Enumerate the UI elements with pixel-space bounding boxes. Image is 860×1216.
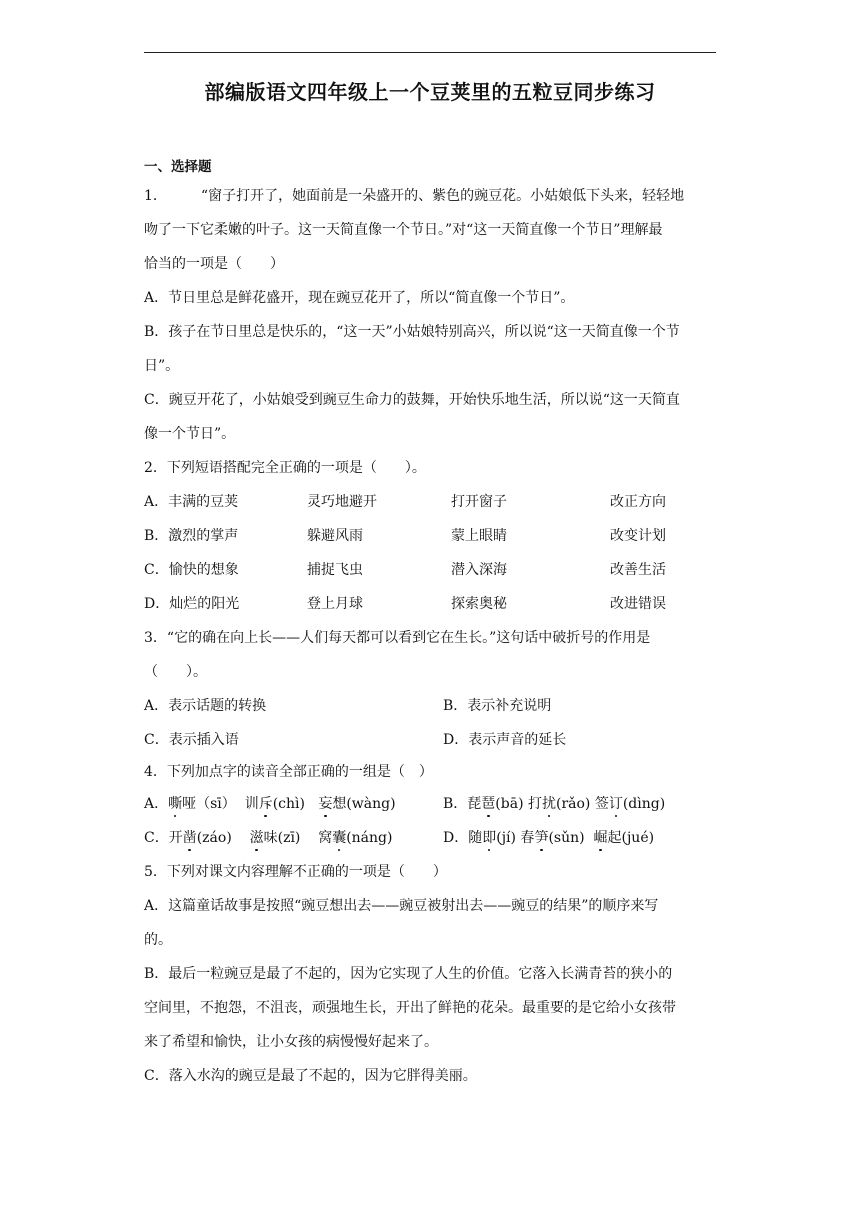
q4-option-c: C．开凿(záo) 滋味(zī) 窝囊(náng) <box>144 830 393 846</box>
q2-b-col2: 躲避风雨 <box>307 528 363 544</box>
q2-d-col4: 改进错误 <box>610 596 666 612</box>
dotted-char: 订 <box>608 796 623 812</box>
q2-a-col4: 改正方向 <box>610 494 666 510</box>
q5-option-a-line2: 的。 <box>144 932 172 948</box>
q2-d-col1: D．灿烂的阳光 <box>144 596 240 612</box>
q2-d-col2: 登上月球 <box>307 596 363 612</box>
dotted-char: 凿 <box>182 830 197 846</box>
q3-option-a: A．表示话题的转换 <box>144 698 267 714</box>
dotted-char: 琶 <box>481 796 496 812</box>
q1-text1: “窗子打开了，她面前是一朵盛开的、紫色的豌豆花。小姑娘低下头来，轻轻地 <box>200 188 685 204</box>
q1-option-c-line1: C．豌豆开花了，小姑娘受到豌豆生命力的鼓舞，开始快乐地生活，所以说“这一天简直 <box>144 392 680 408</box>
q2-c-col3: 潜入深海 <box>451 562 507 578</box>
q2-d-col3: 探索奥秘 <box>451 596 507 612</box>
q1-option-a: A．节日里总是鲜花盛开，现在豌豆花开了，所以“简直像一个节日”。 <box>144 290 575 306</box>
page-title: 部编版语文四年级上一个豆荚里的五粒豆同步练习 <box>204 80 656 104</box>
q4-stem: 4．下列加点字的读音全部正确的一组是（ ） <box>144 764 433 780</box>
q3-stem-line1: 3．“它的确在向上长——人们每天都可以看到它在生长。”这句话中破折号的作用是 <box>144 630 651 646</box>
q1-line3: 恰当的一项是（ ） <box>144 256 284 272</box>
header-rule <box>144 52 716 53</box>
dotted-char: 妄 <box>318 796 333 812</box>
dotted-char: 即 <box>482 830 497 846</box>
q3-option-c: C．表示插入语 <box>144 732 239 748</box>
q2-a-col1: A．丰满的豆荚 <box>144 494 239 510</box>
dotted-char: 嘶 <box>168 796 183 812</box>
q5-option-b-line1: B．最后一粒豌豆是最了不起的，因为它实现了人生的价值。它落入长满青苔的狭小的 <box>144 966 673 982</box>
dotted-char: 滋 <box>249 830 264 846</box>
q2-b-col1: B．激烈的掌声 <box>144 528 239 544</box>
q3-option-b: B．表示补充说明 <box>443 698 552 714</box>
q1-option-b-line2: 日”。 <box>144 358 180 374</box>
q2-a-col2: 灵巧地避开 <box>307 494 377 510</box>
q2-b-col4: 改变计划 <box>610 528 666 544</box>
q1-line1 <box>144 186 684 206</box>
section-heading: 一、选择题 <box>144 159 212 175</box>
q2-stem: 2．下列短语搭配完全正确的一项是（ ）。 <box>144 460 426 476</box>
q5-option-a-line1: A．这篇童话故事是按照“豌豆想出去——豌豆被射出去——豌豆的结果”的顺序来写 <box>144 898 659 914</box>
q1-option-c-line2: 像一个节日”。 <box>144 426 236 442</box>
q2-a-col3: 打开窗子 <box>451 494 507 510</box>
q2-c-col1: C．愉快的想象 <box>144 562 239 578</box>
q3-option-d: D．表示声音的延长 <box>443 732 567 748</box>
q2-c-col2: 捕捉飞虫 <box>307 562 363 578</box>
q1-number: 1． <box>144 188 167 204</box>
q3-stem-line2: （ ）。 <box>144 664 207 680</box>
q1-option-b-line1: B．孩子在节日里总是快乐的，“这一天”小姑娘特别高兴，所以说“这一天简直像一个节 <box>144 324 680 340</box>
q2-c-col4: 改善生活 <box>610 562 666 578</box>
q1-line2: 吻了一下它柔嫩的叶子。这一天简直像一个节日。”对“这一天简直像一个节日”理解最 <box>144 222 663 238</box>
dotted-char: 扰 <box>541 796 556 812</box>
q4-option-b: B．琵琶(bā) 打扰(rǎo) 签订(dìng) <box>443 796 666 812</box>
q2-b-col3: 蒙上眼睛 <box>451 528 507 544</box>
q4-option-a: A．嘶哑（sī） 训斥(chì) 妄想(wàng) <box>144 796 396 812</box>
dotted-char: 囊 <box>332 830 347 846</box>
q5-option-b-line3: 来了希望和愉快，让小女孩的病慢慢好起来了。 <box>144 1034 438 1050</box>
q5-option-b-line2: 空间里，不抱怨，不沮丧，顽强地生长，开出了鲜艳的花朵。最重要的是它给小女孩带 <box>144 1000 676 1016</box>
q5-stem: 5．下列对课文内容理解不正确的一项是（ ） <box>144 864 447 880</box>
q5-option-c: C．落入水沟的豌豆是最了不起的，因为它胖得美丽。 <box>144 1068 477 1084</box>
q4-option-d: D．随即(jí) 春笋(sǔn) 崛起(jué) <box>443 830 655 846</box>
dotted-char: 崛 <box>593 830 608 846</box>
dotted-char: 笋 <box>534 830 549 846</box>
dotted-char: 斥 <box>258 796 273 812</box>
